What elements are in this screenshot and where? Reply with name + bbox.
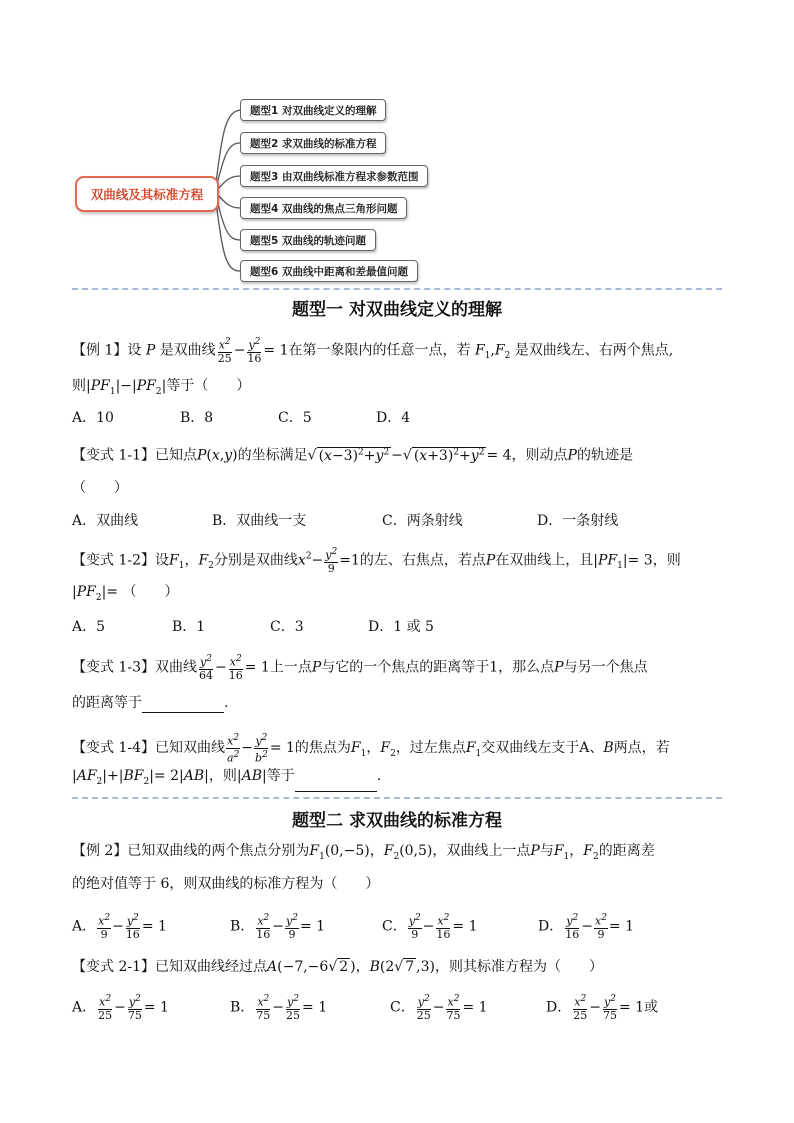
option-letter: B． — [230, 999, 255, 1016]
text: 两点，若 — [613, 740, 670, 757]
fraction: $\frac{x^2}{16}$ — [228, 654, 243, 682]
variant-1-4-line-1: 【变式 1-4】已知双曲线 $\frac{x^2}{a^2}$ − $\frac{y^2}{b^2}$ = 1的焦点为$F_1$，$F_2$，过左焦点$F_1$交双曲线左支于A、B两点，若 — [72, 733, 670, 765]
variant-1-2-line-2: $|PF_2|=$ （ ） — [72, 584, 179, 603]
text: 的距离差 — [598, 843, 655, 859]
example-label: 【例 1】 — [72, 342, 128, 359]
mind-map-connectors — [0, 0, 794, 290]
fraction: $\frac{y^2}{16}$ — [247, 337, 262, 365]
text: 设 — [127, 342, 142, 359]
variant-1-1-line-1: 【变式 1-1】已知点P(x,y)的坐标满足√ $(x-3)^2+y^2$ −√ $(x+3)^2+y^2 = 4$，则动点P的轨迹是 — [72, 447, 633, 464]
text: . — [376, 768, 382, 784]
text: 已知双曲线 — [155, 740, 225, 757]
option-letter: D． — [538, 918, 564, 935]
text: ，则 — [208, 768, 237, 784]
v12-option-b[interactable]: B．1 — [172, 619, 206, 635]
variant-label: 【变式 1-4】 — [72, 740, 155, 757]
fraction: $\frac{x^2}{25}$ — [217, 337, 232, 365]
example-2-line-1: 【例 2】已知双曲线的两个焦点分别为$F_1(0,-5)$，$F_2(0,5)$，双曲线上一点P与$F_1$，$F_2$的距离差 — [72, 843, 655, 862]
text: ，则 — [652, 552, 681, 569]
example-label: 【例 2】 — [72, 843, 128, 859]
option-letter: B． — [230, 918, 255, 935]
fraction: $\frac{y^2}{64}$ — [199, 654, 213, 682]
text: ， — [184, 552, 199, 569]
text: 是双曲线左、右两个焦点, — [514, 342, 674, 359]
text: ， — [355, 959, 370, 975]
section-title-1: 题型一 对双曲线定义的理解 — [292, 300, 502, 320]
mind-map — [0, 0, 794, 290]
text: 上一点 — [269, 659, 312, 676]
v11-option-b[interactable]: B．双曲线一支 — [212, 513, 307, 529]
example-1-line-1: 【例 1】设 P 是双曲线 $\frac{x^2}{25}$ − $\frac{y^2}{16}$ = 1在第一象限内的任意一点，若 $F_1,F_2$ 是双曲线左、右两个焦点, — [72, 337, 674, 365]
answer-blank[interactable] — [142, 698, 224, 713]
text: 或 — [644, 999, 659, 1016]
text: . — [224, 695, 229, 711]
branch-type-4: 题型4 双曲线的焦点三角形问题 — [240, 197, 407, 219]
text: 的焦点为 — [294, 740, 351, 757]
v12-option-a[interactable]: A．5 — [72, 619, 106, 635]
ex2-option-a[interactable]: A． $\frac{x^2}{9}$ − $\frac{y^2}{16}$ = 1 — [72, 913, 167, 941]
fraction: $\frac{x^2}{a^2}$ — [227, 733, 240, 765]
ex1-option-c[interactable]: C．5 — [278, 410, 312, 426]
text: 的左、右焦点，若点 — [359, 552, 486, 569]
variant-1-3-line-1: 【变式 1-3】双曲线 $\frac{y^2}{64}$ − $\frac{x^2}{16}$ = 1上一点P与它的一个焦点的距离等于1，那么点P与另一个焦点 — [72, 654, 648, 682]
example-2-line-2: 的绝对值等于 6，则双曲线的标准方程为（ ） — [72, 876, 380, 892]
ex1-option-a[interactable]: A．10 — [72, 410, 114, 426]
variant-1-2-line-1: 【变式 1-2】设$F_1$，$F_2$分别是双曲线$x^2-$ $\frac{y^2}{9}$ =1的左、右焦点，若点P在双曲线上，且$|PF_1|= 3$，则 — [72, 547, 681, 575]
v11-option-c[interactable]: C．两条射线 — [382, 513, 463, 529]
ex2-option-b[interactable]: B． $\frac{x^2}{16}$ − $\frac{y^2}{9}$ = 1 — [230, 913, 326, 941]
example-1-line-2: 则$|PF_1|-|PF_2|$等于（ ） — [72, 378, 251, 397]
text: ，双曲线上一点 — [432, 843, 531, 859]
v11-option-a[interactable]: A．双曲线 — [72, 513, 139, 529]
option-letter: C． — [382, 918, 407, 935]
branch-type-1: 题型1 对双曲线定义的理解 — [240, 99, 386, 121]
variant-label: 【变式 2-1】 — [72, 959, 155, 975]
text: 设 — [155, 552, 169, 569]
variant-label: 【变式 1-1】 — [72, 447, 155, 464]
text: 与另一个焦点 — [563, 659, 648, 676]
divider-2 — [72, 797, 722, 799]
variant-1-4-line-2: $|AF_2|+|BF_2|= 2|AB|$，则|AB|等于 . — [72, 766, 381, 792]
text: 在双曲线上，且 — [495, 552, 594, 569]
ex2-option-d[interactable]: D． $\frac{y^2}{16}$ − $\frac{x^2}{9}$ = 1 — [538, 913, 635, 941]
text: 的轨迹是 — [576, 447, 633, 464]
variant-1-1-line-2: （ ） — [72, 480, 128, 496]
answer-blank[interactable] — [295, 777, 377, 792]
option-letter: D． — [546, 999, 572, 1016]
option-letter: A． — [72, 999, 97, 1016]
text: ，过左焦点 — [395, 740, 466, 757]
option-letter: A． — [72, 918, 97, 935]
text: ， — [366, 740, 381, 757]
text: 与 — [539, 843, 554, 859]
text: 的坐标满足 — [237, 447, 308, 464]
v11-option-d[interactable]: D．一条射线 — [537, 513, 619, 529]
text: ， — [569, 843, 584, 859]
text: 已知点 — [155, 447, 197, 464]
branch-type-5: 题型5 双曲线的轨迹问题 — [240, 229, 376, 251]
text: 双曲线 — [155, 659, 197, 676]
mind-map-root: 双曲线及其标准方程 — [75, 176, 219, 212]
text: 是双曲线 — [159, 342, 216, 359]
text: 已知双曲线的两个焦点分别为 — [127, 843, 310, 859]
text: ，那么点 — [498, 659, 555, 676]
variant-label: 【变式 1-2】 — [72, 552, 155, 569]
text: ，则其标准方程为（ ） — [434, 959, 603, 975]
text: 交双曲线左支于 — [481, 740, 580, 757]
v12-option-d[interactable]: D．1 或 5 — [368, 619, 434, 635]
variant-label: 【变式 1-3】 — [72, 659, 155, 676]
text: （ ） — [122, 584, 179, 600]
text: 则 — [72, 378, 86, 394]
v21-option-b[interactable]: B． $\frac{x^2}{75}$ − $\frac{y^2}{25}$ = 1 — [230, 994, 328, 1022]
v21-option-a[interactable]: A． $\frac{x^2}{25}$ − $\frac{y^2}{75}$ = 1 — [72, 994, 169, 1022]
text: 等于（ ） — [166, 378, 251, 394]
fraction: $\frac{y^2}{b^2}$ — [255, 733, 268, 765]
text: 等于 — [266, 768, 295, 784]
text: 的距离等于 — [72, 695, 142, 711]
text: ，则动点 — [511, 447, 568, 464]
ex2-option-c[interactable]: C． $\frac{y^2}{9}$ − $\frac{x^2}{16}$ = 1 — [382, 913, 478, 941]
v21-option-c[interactable]: C． $\frac{y^2}{25}$ − $\frac{x^2}{75}$ = 1 — [390, 994, 488, 1022]
branch-type-3: 题型3 由双曲线标准方程求参数范围 — [240, 165, 428, 187]
section-title-2: 题型二 求双曲线的标准方程 — [292, 811, 502, 831]
text: 分别是双曲线 — [213, 552, 298, 569]
option-letter: C． — [390, 999, 415, 1016]
divider-1 — [72, 288, 722, 290]
text: ， — [369, 843, 384, 859]
ex1-option-d[interactable]: D．4 — [376, 410, 411, 426]
variant-1-3-line-2 — [72, 693, 228, 713]
text: 在第一象限内的任意一点，若 — [288, 342, 471, 359]
fraction: $\frac{y^2}{9}$ — [325, 547, 338, 575]
v21-option-d[interactable]: D． $\frac{x^2}{25}$ − $\frac{y^2}{75}$ = 1或 — [546, 994, 659, 1022]
branch-type-6: 题型6 双曲线中距离和差最值问题 — [240, 260, 418, 282]
text: 已知双曲线经过点 — [155, 959, 267, 975]
ex1-option-b[interactable]: B．8 — [180, 410, 214, 426]
variant-2-1-line-1: 【变式 2-1】已知双曲线经过点A(−7,−6√ 2 )，B(2√ 7 ,3)，则其标准方程为（ ） — [72, 959, 603, 975]
branch-type-2: 题型2 求双曲线的标准方程 — [240, 132, 386, 154]
text: 与它的一个焦点的距离等于 — [321, 659, 490, 676]
v12-option-c[interactable]: C．3 — [270, 619, 304, 635]
